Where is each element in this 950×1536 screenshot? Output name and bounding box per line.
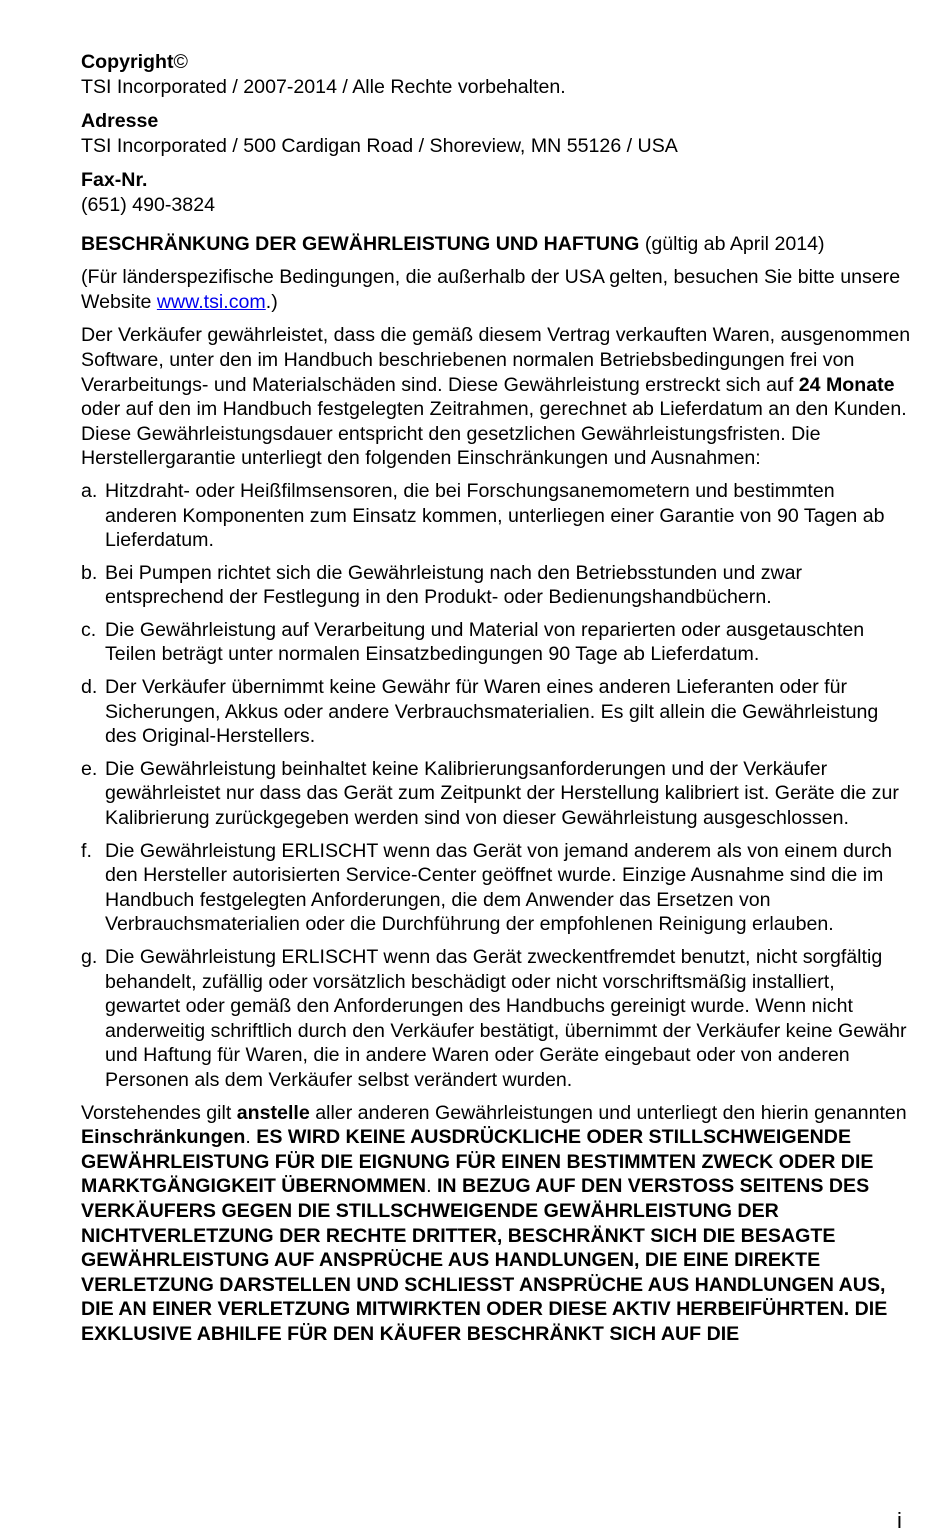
closing-bold-2: Einschränkungen [81, 1126, 246, 1149]
country-note [81, 265, 911, 314]
list-item-text: Die Gewährleistung ERLISCHT wenn das Gerät zweckentfremdet benutzt, nicht sorgfältig behandelt, zufällig oder vorsätzlich beschädigt oder nicht vorschriftsmäßig installiert, gewartet oder gemäß den Anforderungen des Handbuchs gereinigt wurde. Wenn nicht anderweitig schriftlich durch den Verkäufer bestätigt, übernimmt der Verkäufer keine Gewähr und Haftung für Waren, die in andere Waren oder Geräte eingebaut oder von anderen Personen als dem Verkäufer selbst verändert wurden. [105, 946, 907, 1091]
fax-label: Fax-Nr. [81, 169, 148, 192]
closing-bold-1: anstelle [236, 1101, 310, 1124]
copyright-symbol: © [173, 51, 188, 73]
country-note-suffix: .) [265, 290, 278, 313]
list-item-text: Hitzdraht- oder Heißfilmsensoren, die bei Forschungsanemometern und bestimmten anderen Komponenten zum Einsatz kommen, unterliegen einer Garantie von 90 Tagen ab Lieferdatum. [105, 479, 885, 552]
intro-duration: 24 Monate [798, 373, 895, 396]
warranty-exception-item [81, 618, 911, 667]
closing-text-3: . [245, 1126, 257, 1149]
closing-text-4: . [426, 1175, 437, 1198]
copyright-section [81, 50, 911, 99]
closing-text-1: Vorstehendes gilt [81, 1101, 237, 1124]
warranty-exceptions-list [81, 479, 911, 1093]
list-item-text: Die Gewährleistung auf Verarbeitung und Material von reparierten oder ausgetauschten Teilen beträgt unter normalen Einsatzbedingungen 90 Tage ab Lieferdatum. [105, 618, 865, 666]
warranty-exception-item [81, 757, 911, 831]
list-marker: g. [81, 946, 98, 968]
warranty-exception-item [81, 945, 911, 1093]
address-text: TSI Incorporated / 500 Cardigan Road / Shoreview, MN 55126 / USA [81, 134, 678, 157]
warranty-exception-item [81, 561, 911, 610]
list-item-text: Die Gewährleistung ERLISCHT wenn das Gerät von jemand anderem als von einem durch den Hersteller autorisierten Service-Center geöffnet wurde. Einzige Ausnahme sind die im Handbuch festgelegten Anforderungen, die dem Anwender das Ersetzen von Verbrauchsmaterialien oder die Durchführung der empfohlenen Reinigung erlauben. [105, 839, 893, 936]
closing-bold-3: ES WIRD KEINE AUSDRÜCKLICHE ODER STILLSCHWEIGENDE GEWÄHRLEISTUNG FÜR DIE EIGNUNG FÜR EINEN BESTIMMTEN ZWECK ODER DIE MARKTGÄNGIGKEIT ÜBERNOMMEN [81, 1126, 874, 1198]
list-item-text: Bei Pumpen richtet sich die Gewährleistung nach den Betriebsstunden und zwar entsprechend der Festlegung in den Produkt- oder Bedienungshandbüchern. [105, 561, 803, 609]
document-page [81, 50, 911, 1347]
list-item-text: Der Verkäufer übernimmt keine Gewähr für Waren eines anderen Lieferanten oder für Sicherungen, Akkus oder andere Verbrauchsmaterialien. Es gilt allein die Gewährleistung des Original-Herstellers. [105, 676, 879, 748]
warranty-intro [81, 323, 911, 471]
list-marker: d. [81, 676, 98, 699]
closing-bold-4: IN BEZUG AUF DEN VERSTOSS SEITENS DES VERKÄUFERS GEGEN DIE STILLSCHWEIGENDE GEWÄHRLEISTUNG DER NICHTVERLETZUNG DER RECHTE DRITTER, BESCHRÄNKT SICH DIE BESAGTE GEWÄHRLEISTUNG AUF ANSPRÜCHE AUS HANDLUNGEN, DIE EINE DIREKTE VERLETZUNG DARSTELLEN UND SCHLIESST ANSPRÜCHE AUS HANDLUNGEN AUS, DIE AN EINER VERLETZUNG MITWIRKTEN ODER DIESE AKTIV HERBEIFÜHRTEN. DIE EXKLUSIVE ABHILFE FÜR DEN KÄUFER BESCHRÄNKT SICH AUF DIE [81, 1175, 888, 1345]
list-marker: b. [81, 561, 98, 584]
closing-text-2: aller anderen Gewährleistungen und unterliegt den hierin genannten [309, 1101, 907, 1124]
intro-text-1: Der Verkäufer gewährleistet, dass die gemäß diesem Vertrag verkauften Waren, ausgenommen Software, unter den im Handbuch beschriebenen normalen Betriebsbedingungen frei von Verarbeitungs- und Materialschäden sind. Diese Gewährleistung erstreckt sich auf [81, 324, 911, 396]
warranty-closing [81, 1101, 911, 1347]
fax-text: (651) 490-3824 [81, 193, 215, 216]
warranty-exception-item [81, 479, 911, 553]
list-marker: c. [81, 618, 97, 641]
warranty-heading [81, 232, 911, 257]
list-marker: e. [81, 757, 98, 780]
copyright-label: Copyright© [81, 51, 188, 73]
website-link[interactable]: www.tsi.com [156, 290, 266, 313]
warranty-heading-title: BESCHRÄNKUNG DER GEWÄHRLEISTUNG UND HAFTUNG [81, 232, 640, 255]
address-label: Adresse [81, 110, 159, 133]
warranty-heading-suffix: (gültig ab April 2014) [639, 232, 825, 255]
copyright-text: TSI Incorporated / 2007-2014 / Alle Rechte vorbehalten. [81, 75, 566, 98]
page-number: i [897, 1508, 902, 1533]
list-marker: f. [81, 839, 92, 862]
country-note-prefix: (Für länderspezifische Bedingungen, die außerhalb der USA gelten, besuchen Sie bitte unsere Website [81, 266, 901, 313]
intro-text-2: oder auf den im Handbuch festgelegten Zeitrahmen, gerechnet ab Lieferdatum an den Kunden. Diese Gewährleistungsdauer entspricht den gesetzlichen Gewährleistungsfristen. Die Herstellergarantie unterliegt den folgenden Einschränkungen und Ausnahmen: [81, 398, 907, 470]
fax-section [81, 168, 911, 217]
warranty-exception-item [81, 839, 911, 937]
address-section [81, 109, 911, 158]
list-item-text: Die Gewährleistung beinhaltet keine Kalibrierungsanforderungen und der Verkäufer gewährleistet nur dass das Gerät zum Zeitpunkt der Herstellung kalibriert ist. Geräte die zur Kalibrierung zurückgegeben werden sind von dieser Gewährleistung ausgeschlossen. [105, 757, 899, 830]
list-marker: a. [81, 479, 98, 502]
warranty-exception-item [81, 675, 911, 749]
